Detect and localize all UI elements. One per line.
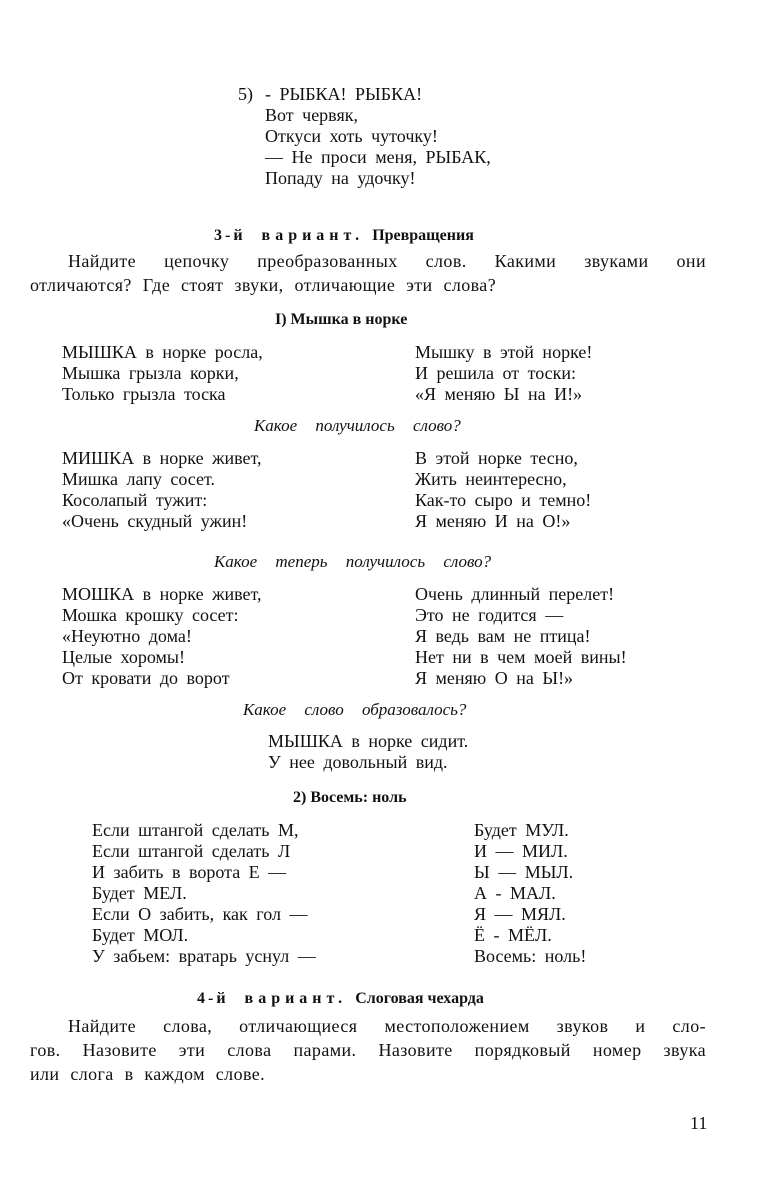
- poem-line: Как-то сыро и темно!: [415, 490, 592, 510]
- poem-line: «Очень скудный ужин!: [62, 511, 248, 531]
- variant3-heading: [214, 227, 474, 245]
- poem-line: Целые хоромы!: [62, 647, 186, 667]
- poem-line: Мышка грызла корки,: [62, 363, 239, 383]
- poem-line: Будет МОЛ.: [92, 925, 189, 945]
- poem-line: В этой норке тесно,: [415, 448, 578, 468]
- sub2-title: 2) Восемь: ноль: [293, 789, 407, 806]
- poem-line: Попаду на удочку!: [265, 168, 416, 188]
- task-line: или слога в каждом слове.: [30, 1064, 266, 1084]
- block3-right: [415, 584, 627, 689]
- poem-line: «Неуютно дома!: [62, 626, 192, 646]
- poem-line: - РЫБКА! РЫБКА!: [265, 84, 423, 104]
- variant-number: 4-й: [197, 990, 229, 1007]
- sub2-right: [474, 820, 586, 967]
- poem-line: Я — МЯЛ.: [474, 904, 566, 924]
- block1-right: [415, 342, 592, 405]
- task-line: Найдите слова, отличающиеся местоположением звуков и сло-: [68, 1016, 706, 1036]
- poem-line: «Я меняю Ы на И!»: [415, 384, 583, 404]
- poem-line: А - МАЛ.: [474, 883, 556, 903]
- variant-word: вариант.: [261, 227, 365, 244]
- poem-line: Если штангой сделать Л: [92, 841, 291, 861]
- task-line: Найдите цепочку преобразованных слов. Какими звуками они: [68, 251, 706, 271]
- poem-line: Если штангой сделать М,: [92, 820, 299, 840]
- poem-line: Косолапый тужит:: [62, 490, 208, 510]
- poem-line: МЫШКА в норке сидит.: [268, 731, 469, 751]
- final-lines: [268, 731, 468, 773]
- poem-line: Будет МУЛ.: [474, 820, 569, 840]
- block2-left: [62, 448, 262, 532]
- poem-line: От кровати до ворот: [62, 668, 230, 688]
- poem-line: МОШКА в норке живет,: [62, 584, 262, 604]
- task-line: отличаются? Где стоят звуки, отличающие эти слова?: [30, 275, 497, 295]
- question-1: Какое получилось слово?: [254, 416, 461, 435]
- poem-5: [265, 84, 491, 189]
- variant-word: вариант.: [244, 990, 348, 1007]
- poem-line: Вот червяк,: [265, 105, 358, 125]
- variant4-task: [30, 1014, 706, 1086]
- variant-number: 3-й: [214, 227, 246, 244]
- poem-line: МЫШКА в норке росла,: [62, 342, 263, 362]
- poem-line: У нее довольный вид.: [268, 752, 448, 772]
- sub2-left: [92, 820, 316, 967]
- poem-line: И решила от тоски:: [415, 363, 577, 383]
- poem-line: Восемь: ноль!: [474, 946, 587, 966]
- poem-line: Я меняю О на Ы!»: [415, 668, 574, 688]
- poem-line: Я меняю И на О!»: [415, 511, 571, 531]
- block3-left: [62, 584, 262, 689]
- block1-left: [62, 342, 263, 405]
- poem-line: Я ведь вам не птица!: [415, 626, 591, 646]
- variant-title: Превращения: [372, 227, 474, 244]
- poem-line: Мошка крошку сосет:: [62, 605, 239, 625]
- poem-line: Очень длинный перелет!: [415, 584, 615, 604]
- question-2: Какое теперь получилось слово?: [214, 552, 492, 571]
- poem-line: Откуси хоть чуточку!: [265, 126, 438, 146]
- poem-line: — Не проси меня, РЫБАК,: [265, 147, 491, 167]
- poem-number: 5): [238, 84, 253, 104]
- poem-line: Мишка лапу сосет.: [62, 469, 215, 489]
- task-line: гов. Назовите эти слова парами. Назовите порядковый номер звука: [30, 1040, 706, 1060]
- page-number: 11: [690, 1113, 708, 1133]
- variant4-heading: [197, 990, 484, 1008]
- poem-line: Это не годится —: [415, 605, 564, 625]
- poem-line: И — МИЛ.: [474, 841, 568, 861]
- poem-line: Если О забить, как гол —: [92, 904, 308, 924]
- poem-line: Мышку в этой норке!: [415, 342, 593, 362]
- variant3-task: [30, 249, 706, 297]
- poem-line: Жить неинтересно,: [415, 469, 567, 489]
- poem-line: У забьем: вратарь уснул —: [92, 946, 316, 966]
- poem-line: Нет ни в чем моей вины!: [415, 647, 627, 667]
- block2-right: [415, 448, 591, 532]
- variant-title: Слоговая чехарда: [355, 990, 484, 1007]
- poem-line: МИШКА в норке живет,: [62, 448, 262, 468]
- poem-line: Ы — МЫЛ.: [474, 862, 574, 882]
- question-3: Какое слово образовалось?: [243, 700, 467, 719]
- poem-line: Будет МЕЛ.: [92, 883, 187, 903]
- sub1-title: I) Мышка в норке: [275, 311, 408, 328]
- poem-line: Только грызла тоска: [62, 384, 226, 404]
- poem-line: Ё - МЁЛ.: [474, 925, 552, 945]
- poem-line: И забить в ворота Е —: [92, 862, 287, 882]
